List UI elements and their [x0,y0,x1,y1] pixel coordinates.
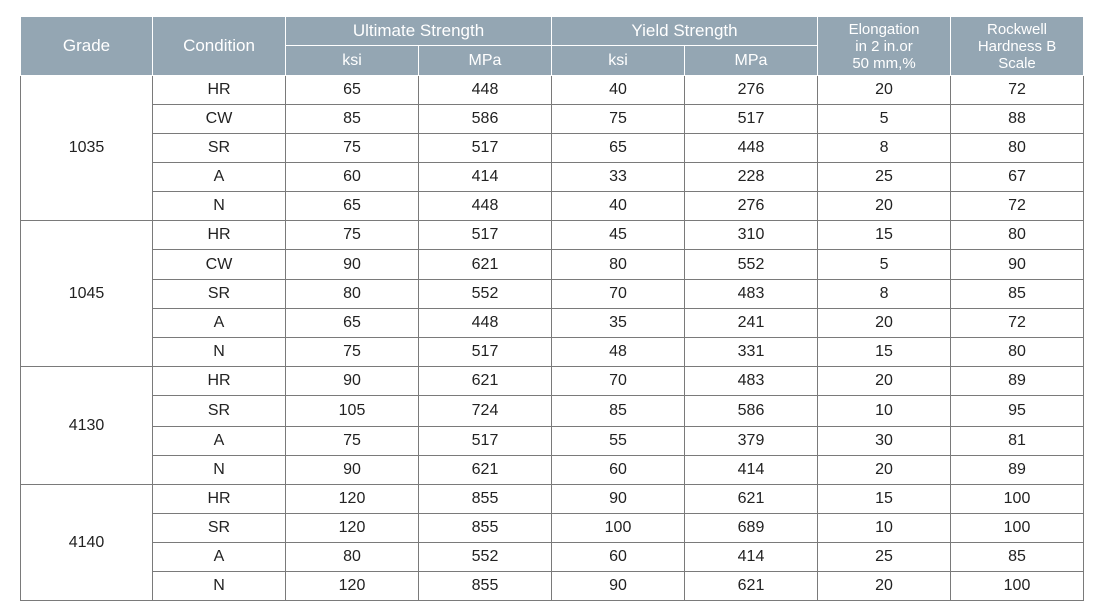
cell-yield-ksi: 48 [552,338,685,367]
table-body [21,76,1084,601]
cell-yield-mpa: 483 [685,280,818,309]
cell-elongation: 20 [818,192,951,221]
cell-condition: CW [153,250,286,280]
cell-elongation: 15 [818,338,951,367]
cell-ultimate-ksi: 90 [286,367,419,396]
header-elongation [818,17,951,76]
cell-yield-mpa: 241 [685,309,818,338]
cell-hardness: 89 [951,456,1084,485]
cell-condition: N [153,456,286,485]
cell-elongation: 15 [818,221,951,250]
cell-elongation: 8 [818,280,951,309]
table-row [21,250,1084,280]
cell-yield-mpa: 483 [685,367,818,396]
cell-condition: N [153,572,286,601]
table-row [21,514,1084,543]
cell-hardness: 80 [951,338,1084,367]
cell-hardness: 72 [951,192,1084,221]
cell-ultimate-ksi: 90 [286,250,419,280]
cell-grade: 4130 [21,367,153,485]
cell-condition: HR [153,221,286,250]
cell-condition: A [153,309,286,338]
steel-properties-table [20,16,1084,601]
cell-ultimate-mpa: 517 [419,338,552,367]
header-ultimate-mpa: MPa [419,46,552,76]
cell-hardness: 95 [951,396,1084,427]
cell-hardness: 100 [951,514,1084,543]
cell-ultimate-ksi: 75 [286,221,419,250]
cell-ultimate-mpa: 517 [419,221,552,250]
cell-hardness: 85 [951,543,1084,572]
cell-grade: 1045 [21,221,153,367]
cell-yield-mpa: 276 [685,76,818,105]
cell-elongation: 20 [818,76,951,105]
cell-ultimate-mpa: 517 [419,134,552,163]
table-row [21,427,1084,456]
cell-yield-ksi: 70 [552,280,685,309]
header-row-main [21,17,1084,46]
cell-yield-mpa: 310 [685,221,818,250]
cell-condition: HR [153,485,286,514]
cell-hardness: 88 [951,105,1084,134]
table-row [21,572,1084,601]
header-elongation-line-1: Elongation [848,20,920,38]
cell-condition: HR [153,367,286,396]
cell-yield-ksi: 33 [552,163,685,192]
cell-ultimate-mpa: 448 [419,76,552,105]
cell-yield-ksi: 40 [552,192,685,221]
cell-elongation: 5 [818,105,951,134]
header-elongation-line-3: 50 mm,% [852,54,916,72]
cell-yield-mpa: 228 [685,163,818,192]
cell-ultimate-mpa: 517 [419,427,552,456]
cell-elongation: 25 [818,543,951,572]
table-row [21,280,1084,309]
cell-ultimate-mpa: 855 [419,485,552,514]
table-row [21,134,1084,163]
cell-condition: N [153,338,286,367]
cell-ultimate-mpa: 552 [419,280,552,309]
cell-grade: 4140 [21,485,153,601]
table-row [21,221,1084,250]
cell-elongation: 5 [818,250,951,280]
cell-elongation: 20 [818,456,951,485]
cell-hardness: 81 [951,427,1084,456]
cell-condition: HR [153,76,286,105]
steel-properties-table-container [20,16,1084,601]
cell-condition: A [153,543,286,572]
cell-ultimate-mpa: 586 [419,105,552,134]
cell-yield-mpa: 689 [685,514,818,543]
cell-elongation: 25 [818,163,951,192]
cell-condition: CW [153,105,286,134]
header-grade: Grade [21,17,153,76]
cell-grade: 1035 [21,76,153,221]
cell-elongation: 10 [818,396,951,427]
cell-elongation: 30 [818,427,951,456]
table-row [21,456,1084,485]
cell-ultimate-ksi: 120 [286,514,419,543]
cell-ultimate-ksi: 80 [286,280,419,309]
table-row [21,163,1084,192]
cell-elongation: 15 [818,485,951,514]
table-row [21,105,1084,134]
cell-hardness: 72 [951,76,1084,105]
cell-condition: A [153,427,286,456]
header-yield-strength: Yield Strength [552,17,818,46]
cell-yield-ksi: 60 [552,543,685,572]
cell-yield-mpa: 276 [685,192,818,221]
cell-ultimate-ksi: 120 [286,485,419,514]
cell-yield-ksi: 85 [552,396,685,427]
cell-hardness: 89 [951,367,1084,396]
cell-hardness: 90 [951,250,1084,280]
cell-ultimate-ksi: 65 [286,76,419,105]
cell-yield-mpa: 414 [685,543,818,572]
cell-elongation: 20 [818,367,951,396]
cell-yield-ksi: 40 [552,76,685,105]
cell-yield-mpa: 448 [685,134,818,163]
cell-yield-ksi: 35 [552,309,685,338]
cell-ultimate-mpa: 621 [419,250,552,280]
cell-yield-ksi: 70 [552,367,685,396]
cell-ultimate-ksi: 65 [286,192,419,221]
cell-hardness: 100 [951,485,1084,514]
cell-condition: N [153,192,286,221]
cell-yield-mpa: 621 [685,485,818,514]
cell-yield-mpa: 517 [685,105,818,134]
cell-ultimate-ksi: 90 [286,456,419,485]
cell-yield-ksi: 90 [552,485,685,514]
cell-yield-ksi: 90 [552,572,685,601]
header-hardness [951,17,1084,76]
table-row [21,192,1084,221]
cell-condition: SR [153,134,286,163]
cell-ultimate-mpa: 855 [419,572,552,601]
cell-condition: A [153,163,286,192]
header-hardness-line-2: Hardness B [977,37,1057,55]
table-row [21,76,1084,105]
cell-hardness: 85 [951,280,1084,309]
cell-yield-mpa: 379 [685,427,818,456]
table-row [21,338,1084,367]
cell-hardness: 80 [951,134,1084,163]
cell-condition: SR [153,514,286,543]
cell-ultimate-mpa: 855 [419,514,552,543]
header-yield-ksi: ksi [552,46,685,76]
header-yield-mpa: MPa [685,46,818,76]
header-ultimate-strength: Ultimate Strength [286,17,552,46]
header-elongation-line-2: in 2 in.or [855,37,913,55]
cell-yield-ksi: 80 [552,250,685,280]
header-hardness-line-3: Scale [998,54,1036,72]
cell-condition: SR [153,280,286,309]
cell-ultimate-ksi: 80 [286,543,419,572]
cell-hardness: 72 [951,309,1084,338]
table-row [21,309,1084,338]
cell-ultimate-ksi: 105 [286,396,419,427]
cell-ultimate-mpa: 621 [419,367,552,396]
cell-yield-mpa: 621 [685,572,818,601]
cell-ultimate-mpa: 414 [419,163,552,192]
cell-ultimate-mpa: 724 [419,396,552,427]
header-ultimate-ksi: ksi [286,46,419,76]
cell-elongation: 20 [818,572,951,601]
cell-yield-ksi: 55 [552,427,685,456]
cell-ultimate-ksi: 75 [286,134,419,163]
cell-ultimate-ksi: 120 [286,572,419,601]
cell-yield-mpa: 331 [685,338,818,367]
cell-hardness: 67 [951,163,1084,192]
table-row [21,543,1084,572]
cell-condition: SR [153,396,286,427]
cell-ultimate-mpa: 448 [419,309,552,338]
table-row [21,396,1084,427]
table-row [21,485,1084,514]
cell-yield-ksi: 75 [552,105,685,134]
cell-yield-ksi: 45 [552,221,685,250]
cell-elongation: 20 [818,309,951,338]
cell-yield-ksi: 100 [552,514,685,543]
cell-yield-mpa: 586 [685,396,818,427]
header-hardness-line-1: Rockwell [987,20,1048,38]
cell-ultimate-mpa: 621 [419,456,552,485]
cell-yield-mpa: 552 [685,250,818,280]
cell-yield-mpa: 414 [685,456,818,485]
cell-yield-ksi: 60 [552,456,685,485]
header-condition: Condition [153,17,286,76]
cell-yield-ksi: 65 [552,134,685,163]
cell-ultimate-ksi: 65 [286,309,419,338]
cell-ultimate-ksi: 75 [286,338,419,367]
table-header [21,17,1084,76]
cell-hardness: 100 [951,572,1084,601]
cell-ultimate-ksi: 85 [286,105,419,134]
cell-elongation: 8 [818,134,951,163]
table-row [21,367,1084,396]
cell-ultimate-ksi: 75 [286,427,419,456]
cell-ultimate-mpa: 552 [419,543,552,572]
cell-ultimate-ksi: 60 [286,163,419,192]
cell-ultimate-mpa: 448 [419,192,552,221]
cell-hardness: 80 [951,221,1084,250]
cell-elongation: 10 [818,514,951,543]
